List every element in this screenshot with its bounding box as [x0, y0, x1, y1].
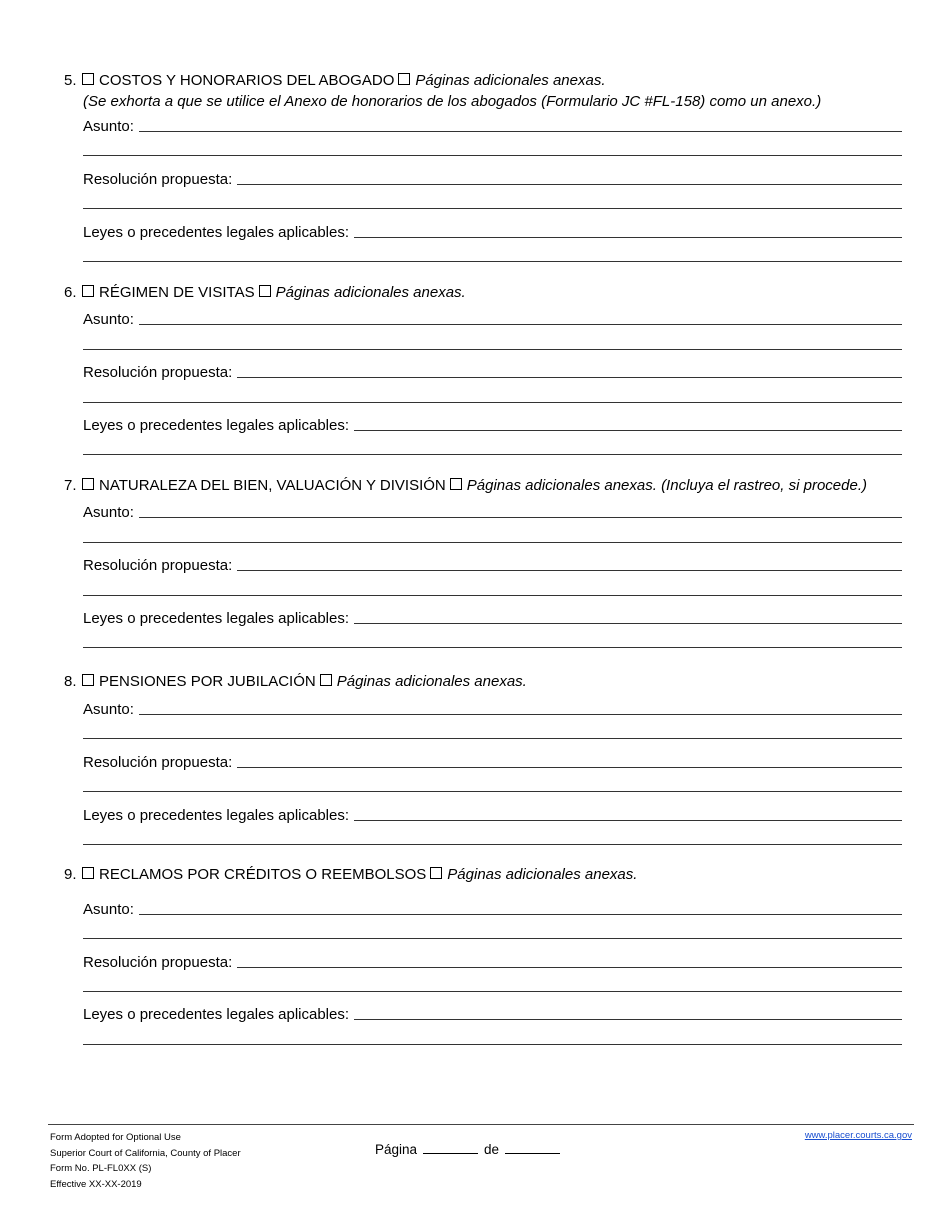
- resolucion-label: Resolución propuesta:: [83, 954, 233, 971]
- resolucion-continuation-line[interactable]: [83, 595, 902, 596]
- resolucion-input-line[interactable]: [237, 967, 902, 968]
- section-title: COSTOS Y HONORARIOS DEL ABOGADO: [99, 72, 395, 89]
- resolucion-continuation-line[interactable]: [83, 208, 902, 209]
- section-checkbox[interactable]: [82, 867, 94, 879]
- asunto-continuation-line[interactable]: [83, 938, 902, 939]
- section-heading: [64, 864, 902, 886]
- additional-pages-checkbox[interactable]: [398, 73, 410, 85]
- footer-line-2: Superior Court of California, County of Placer: [50, 1147, 241, 1159]
- asunto-field[interactable]: [83, 502, 902, 522]
- section-7: [64, 475, 902, 627]
- asunto-input-line[interactable]: [139, 714, 902, 715]
- leyes-label: Leyes o precedentes legales aplicables:: [83, 610, 350, 627]
- leyes-input-line[interactable]: [354, 237, 902, 238]
- section-number: 7.: [64, 477, 77, 494]
- section-title: NATURALEZA DEL BIEN, VALUACIÓN Y DIVISIÓN: [99, 477, 446, 494]
- leyes-field[interactable]: [83, 805, 902, 825]
- leyes-input-line[interactable]: [354, 623, 902, 624]
- page-label: Página: [375, 1142, 418, 1157]
- section-checkbox[interactable]: [82, 674, 94, 686]
- leyes-label: Leyes o precedentes legales aplicables:: [83, 1006, 350, 1023]
- section-heading: [64, 282, 902, 304]
- additional-pages-label: Páginas adicionales anexas.: [415, 72, 606, 89]
- additional-pages-label: Páginas adicionales anexas. (Incluya el rastreo, si procede.): [466, 477, 867, 494]
- additional-pages-label: Páginas adicionales anexas.: [447, 866, 638, 883]
- section-number: 9.: [64, 866, 77, 883]
- leyes-continuation-line[interactable]: [83, 454, 902, 455]
- additional-pages-checkbox[interactable]: [430, 867, 442, 879]
- asunto-label: Asunto:: [83, 701, 134, 718]
- section-checkbox[interactable]: [82, 73, 94, 85]
- asunto-input-line[interactable]: [139, 914, 902, 915]
- leyes-input-line[interactable]: [354, 430, 902, 431]
- section-note: (Se exhorta a que se utilice el Anexo de honorarios de los abogados (Formulario JC #FL-158) como un anexo.): [83, 93, 822, 110]
- additional-pages-checkbox[interactable]: [320, 674, 332, 686]
- resolucion-label: Resolución propuesta:: [83, 364, 233, 381]
- resolucion-field[interactable]: [83, 169, 902, 189]
- footer-form-info: [50, 1130, 241, 1192]
- leyes-input-line[interactable]: [354, 1019, 902, 1020]
- court-website-link[interactable]: www.placer.courts.ca.gov: [804, 1130, 912, 1141]
- resolucion-label: Resolución propuesta:: [83, 754, 233, 771]
- footer-line-1: Form Adopted for Optional Use: [50, 1132, 181, 1143]
- section-title: PENSIONES POR JUBILACIÓN: [99, 673, 316, 690]
- resolucion-input-line[interactable]: [237, 184, 902, 185]
- leyes-label: Leyes o precedentes legales aplicables:: [83, 417, 350, 434]
- section-5: [64, 70, 902, 241]
- asunto-input-line[interactable]: [139, 131, 902, 132]
- section-number: 8.: [64, 673, 77, 690]
- section-heading: [64, 475, 902, 497]
- additional-pages-checkbox[interactable]: [259, 285, 271, 297]
- section-checkbox[interactable]: [82, 478, 94, 490]
- resolucion-field[interactable]: [83, 555, 902, 575]
- leyes-continuation-line[interactable]: [83, 1044, 902, 1045]
- resolucion-continuation-line[interactable]: [83, 791, 902, 792]
- asunto-field[interactable]: [83, 699, 902, 719]
- asunto-continuation-line[interactable]: [83, 155, 902, 156]
- footer-line-3: Form No. PL-FL0XX (S): [50, 1163, 152, 1174]
- asunto-label: Asunto:: [83, 311, 134, 328]
- leyes-label: Leyes o precedentes legales aplicables:: [83, 807, 350, 824]
- section-title: RECLAMOS POR CRÉDITOS O REEMBOLSOS: [99, 866, 427, 883]
- footer-line-4: Effective XX-XX-2019: [50, 1178, 142, 1190]
- resolucion-field[interactable]: [83, 752, 902, 772]
- section-6: [64, 282, 902, 434]
- leyes-continuation-line[interactable]: [83, 261, 902, 262]
- of-label: de: [484, 1142, 500, 1157]
- section-title: RÉGIMEN DE VISITAS: [99, 284, 255, 301]
- section-9: [64, 864, 902, 1023]
- resolucion-input-line[interactable]: [237, 767, 902, 768]
- leyes-input-line[interactable]: [354, 820, 902, 821]
- resolucion-field[interactable]: [83, 952, 902, 972]
- footer-divider: [48, 1124, 914, 1125]
- asunto-field[interactable]: [83, 899, 902, 919]
- additional-pages-checkbox[interactable]: [450, 478, 462, 490]
- section-heading: [64, 70, 902, 92]
- asunto-continuation-line[interactable]: [83, 349, 902, 350]
- page-number-input[interactable]: [423, 1153, 478, 1154]
- leyes-continuation-line[interactable]: [83, 647, 902, 648]
- leyes-continuation-line[interactable]: [83, 844, 902, 845]
- section-8: [64, 671, 902, 824]
- resolucion-field[interactable]: [83, 362, 902, 382]
- asunto-label: Asunto:: [83, 118, 134, 135]
- asunto-label: Asunto:: [83, 504, 134, 521]
- resolucion-label: Resolución propuesta:: [83, 557, 233, 574]
- page-total-input[interactable]: [505, 1153, 560, 1154]
- section-checkbox[interactable]: [82, 285, 94, 297]
- leyes-label: Leyes o precedentes legales aplicables:: [83, 224, 350, 241]
- leyes-field[interactable]: [83, 415, 902, 435]
- resolucion-input-line[interactable]: [237, 377, 902, 378]
- asunto-field[interactable]: [83, 116, 902, 136]
- resolucion-continuation-line[interactable]: [83, 991, 902, 992]
- additional-pages-label: Páginas adicionales anexas.: [275, 284, 466, 301]
- leyes-field[interactable]: [83, 608, 902, 628]
- asunto-field[interactable]: [83, 309, 902, 329]
- page-number-field: [375, 1142, 566, 1157]
- resolucion-continuation-line[interactable]: [83, 402, 902, 403]
- resolucion-input-line[interactable]: [237, 570, 902, 571]
- asunto-input-line[interactable]: [139, 324, 902, 325]
- leyes-field[interactable]: [83, 1004, 902, 1024]
- section-number: 6.: [64, 284, 77, 301]
- section-number: 5.: [64, 72, 77, 89]
- resolucion-label: Resolución propuesta:: [83, 171, 233, 188]
- leyes-field[interactable]: [83, 222, 902, 242]
- asunto-continuation-line[interactable]: [83, 738, 902, 739]
- asunto-input-line[interactable]: [139, 517, 902, 518]
- asunto-continuation-line[interactable]: [83, 542, 902, 543]
- section-heading: [64, 671, 902, 693]
- asunto-label: Asunto:: [83, 901, 134, 918]
- additional-pages-label: Páginas adicionales anexas.: [336, 673, 527, 690]
